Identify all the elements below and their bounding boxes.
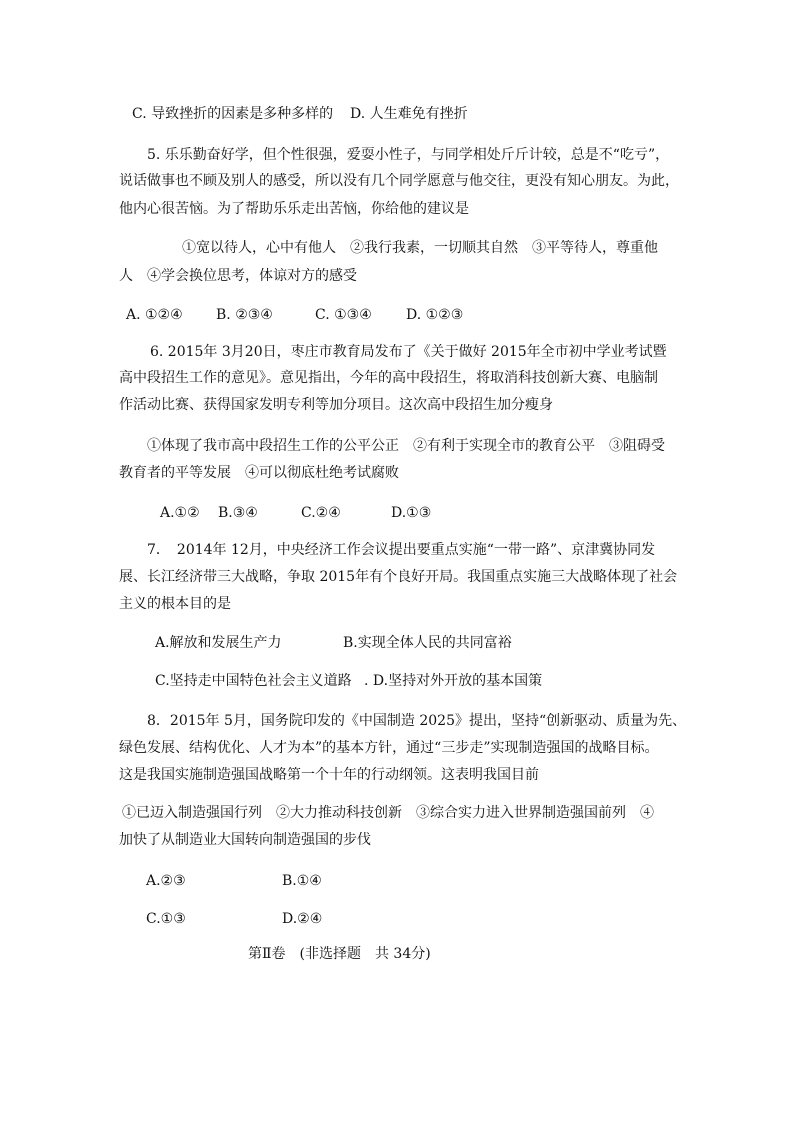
- section-title: 第Ⅱ卷 (非选择题 共 34分): [248, 946, 431, 962]
- q7-option-c: C.坚持走中国特色社会主义道路: [155, 673, 352, 689]
- q6-option-b: B.③④: [218, 505, 258, 521]
- q8-stem-line-1: 8．2015年 5月，国务院印发的《中国制造 2025》提出，坚持“创新驱动、质量为先、: [147, 713, 687, 729]
- q6-option-d: D.①③: [391, 505, 432, 521]
- q5-option-d: D. ①②③: [406, 307, 464, 323]
- q6-stem-line-2: 高中段招生工作的意见》。意见指出，今年的高中段招生，将取消科技创新大赛、电脑制: [119, 370, 658, 386]
- q8-stem-line-3: 这是我国实施制造强国战略第一个十年的行动纲领。这表明我国目前: [119, 767, 539, 783]
- q4-option-c: C. 导致挫折的因素是多种多样的: [132, 106, 334, 122]
- q5-statements-line-2: 人 ④学会换位思考，体谅对方的感受: [119, 268, 357, 284]
- q6-statements-line-2: 教育者的平等发展 ④可以彻底杜绝考试腐败: [119, 465, 399, 481]
- q4-option-d: D. 人生难免有挫折: [350, 106, 468, 122]
- q8-option-b: B.①④: [282, 873, 322, 889]
- q7-option-b: B.实现全体人民的共同富裕: [343, 635, 512, 651]
- q7-stem-line-2: 展、长江经济带三大战略，争取 2015年有个良好开局。我国重点实施三大战略体现了社会: [119, 569, 678, 585]
- q6-option-c: C.②④: [301, 505, 341, 521]
- q5-option-c: C. ①③④: [315, 307, 372, 323]
- q5-option-b: B. ②③④: [216, 307, 273, 323]
- q8-statements-line-1: ①已迈入制造强国行列 ②大力推动科技创新 ③综合实力进入世界制造强国前列 ④: [122, 805, 654, 821]
- q6-statements-line-1: ①体现了我市高中段招生工作的公平公正 ②有利于实现全市的教育公平 ③阻碍受: [147, 438, 665, 454]
- q7-option-d: . D.坚持对外开放的基本国策: [364, 673, 543, 689]
- q8-statements-line-2: 加快了从制造业大国转向制造强国的步伐: [119, 832, 371, 848]
- q5-stem-line-2: 说话做事也不顾及别人的感受，所以没有几个同学愿意与他交往，更没有知心朋友。为此，: [119, 173, 679, 189]
- q5-option-a: A. ①②④: [126, 307, 183, 323]
- q5-stem-line-1: 5. 乐乐勤奋好学，但个性很强，爱耍小性子，与同学相处斤斤计较，总是不“吃亏”，: [147, 147, 670, 163]
- q7-stem-line-3: 主义的根本目的是: [119, 596, 231, 612]
- q8-option-c: C.①③: [146, 911, 186, 927]
- q6-stem-line-1: 6. 2015年 3月20日，枣庄市教育局发布了《关于做好 2015年全市初中学业考试暨: [150, 344, 667, 360]
- q8-option-d: D.②④: [282, 911, 323, 927]
- q7-option-a: A.解放和发展生产力: [155, 635, 282, 651]
- q8-stem-line-2: 绿色发展、结构优化、人才为本”的基本方针，通过“三步走”实现制造强国的战略目标。: [119, 740, 659, 756]
- q6-stem-line-3: 作活动比赛、获得国家发明专利等加分项目。这次高中段招生加分瘦身: [119, 397, 553, 413]
- q8-option-a: A.②③: [146, 873, 186, 889]
- q5-stem-line-3: 他内心很苦恼。为了帮助乐乐走出苦恼，你给他的建议是: [119, 201, 469, 217]
- q6-option-a: A.①②: [160, 505, 200, 521]
- q5-statements-line-1: ①宽以待人，心中有他人 ②我行我素，一切顺其自然 ③平等待人，尊重他: [182, 240, 658, 256]
- q7-stem-line-1: 7． 2014年 12月，中央经济工作会议提出要重点实施“一带一路”、京津冀协同发: [147, 542, 656, 558]
